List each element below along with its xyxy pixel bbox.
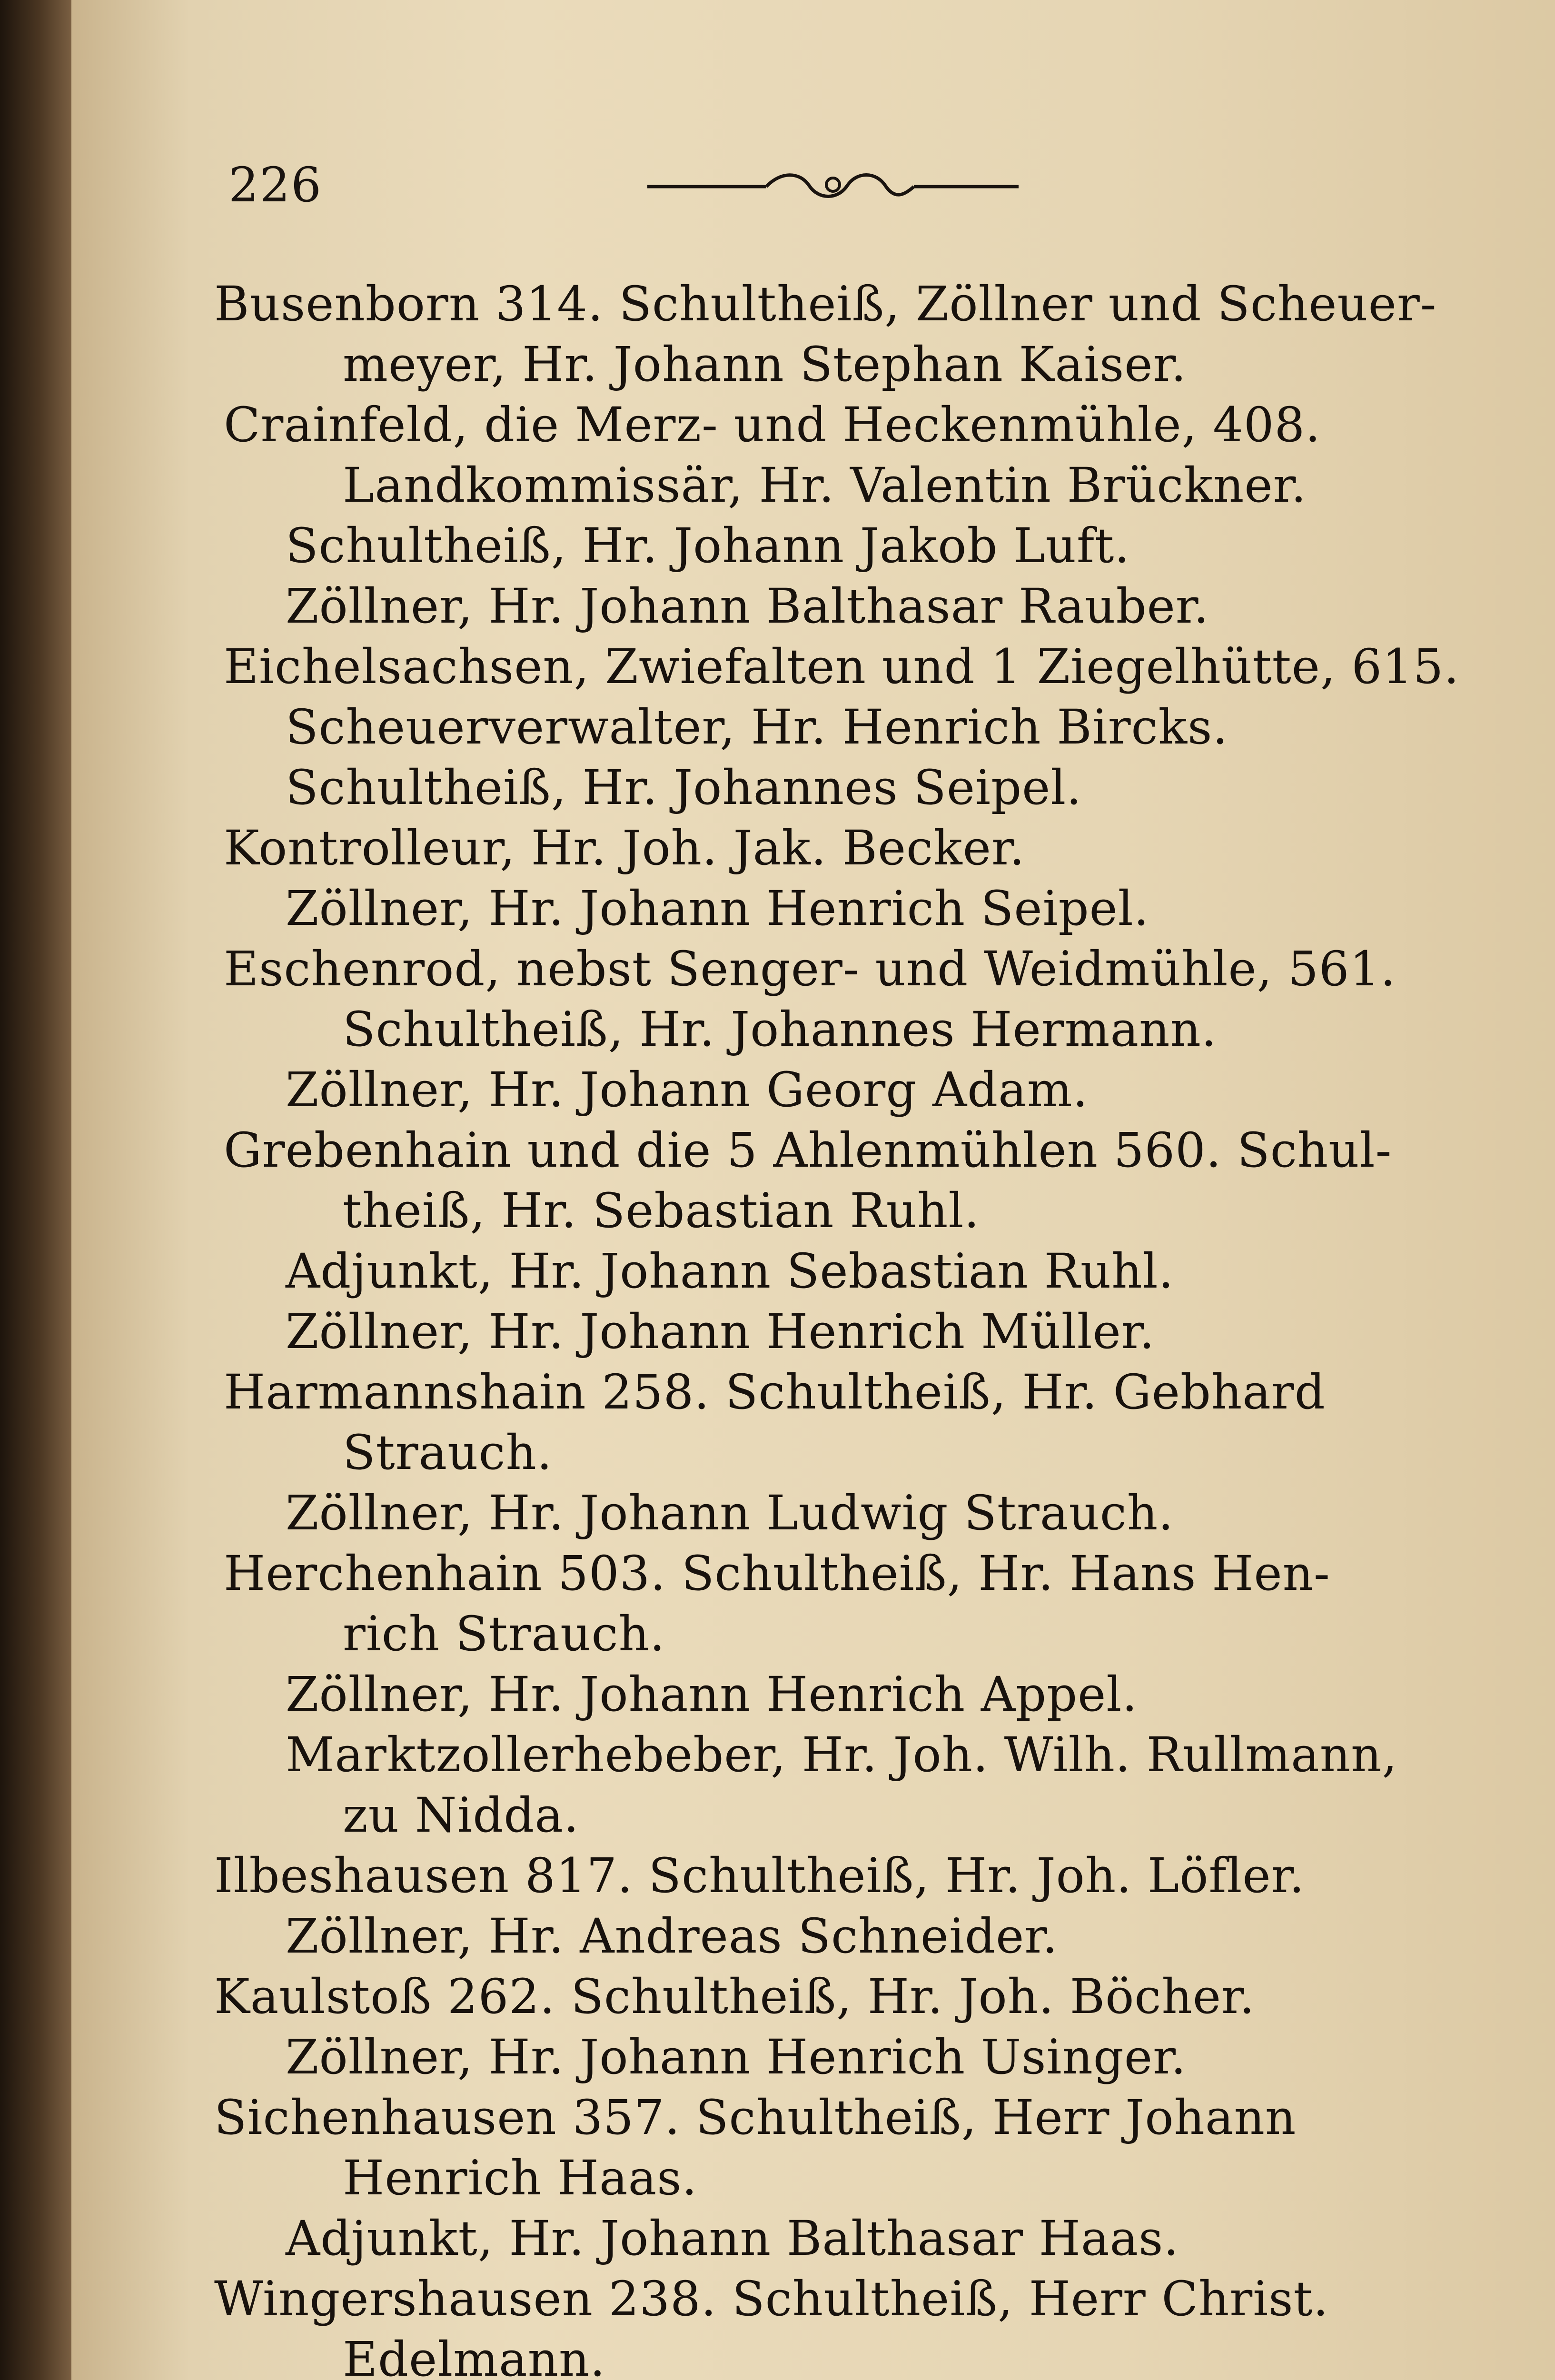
text-line: Zöllner, Hr. Johann Balthasar Rauber. bbox=[286, 578, 1209, 634]
text-line: Kontrolleur, Hr. Joh. Jak. Becker. bbox=[224, 820, 1025, 876]
text-line: Harmannshain 258. Schultheiß, Hr. Gebhard bbox=[224, 1364, 1326, 1420]
text-line: Zöllner, Hr. Johann Henrich Müller. bbox=[286, 1304, 1155, 1359]
text-line: Henrich Haas. bbox=[343, 2150, 698, 2206]
text-line: Eichelsachsen, Zwiefalten und 1 Ziegelhütte, 615. bbox=[224, 639, 1460, 694]
text-line: Zöllner, Hr. Johann Georg Adam. bbox=[286, 1062, 1089, 1118]
text-line: Zöllner, Hr. Johann Henrich Appel. bbox=[286, 1666, 1138, 1722]
text-line: Wingershausen 238. Schultheiß, Herr Christ. bbox=[214, 2271, 1329, 2327]
text-line: Eschenrod, nebst Senger- und Weidmühle, 561. bbox=[224, 941, 1396, 997]
text-line: Zöllner, Hr. Johann Ludwig Strauch. bbox=[286, 1485, 1174, 1541]
text-line: Schultheiß, Hr. Johannes Hermann. bbox=[343, 1002, 1217, 1057]
text-line: Zöllner, Hr. Andreas Schneider. bbox=[286, 1908, 1058, 1964]
text-line: Schultheiß, Hr. Johannes Seipel. bbox=[286, 760, 1082, 815]
text-line: meyer, Hr. Johann Stephan Kaiser. bbox=[343, 337, 1187, 392]
text-line: Ilbeshausen 817. Schultheiß, Hr. Joh. Löfler. bbox=[214, 1848, 1305, 1904]
text-line: Schultheiß, Hr. Johann Jakob Luft. bbox=[286, 518, 1130, 574]
text-line: Grebenhain und die 5 Ahlenmühlen 560. Schul- bbox=[224, 1122, 1392, 1178]
entry-list bbox=[71, 0, 1555, 2380]
text-line: Adjunkt, Hr. Johann Sebastian Ruhl. bbox=[286, 1243, 1174, 1299]
text-line: Landkommissär, Hr. Valentin Brückner. bbox=[343, 457, 1307, 513]
text-line: Kaulstoß 262. Schultheiß, Hr. Joh. Böcher. bbox=[214, 1969, 1255, 2024]
text-line: Edelmann. bbox=[343, 2331, 606, 2380]
page-number: 226 bbox=[228, 157, 322, 213]
text-line: Crainfeld, die Merz- und Heckenmühle, 408. bbox=[224, 397, 1321, 453]
text-line: Marktzollerhebeber, Hr. Joh. Wilh. Rullmann, bbox=[286, 1727, 1398, 1783]
text-line: Scheuerverwalter, Hr. Henrich Bircks. bbox=[286, 699, 1228, 755]
text-line: Zöllner, Hr. Johann Henrich Seipel. bbox=[286, 881, 1149, 936]
book-spine-shadow bbox=[0, 0, 71, 2380]
text-line: Busenborn 314. Schultheiß, Zöllner und Scheuer- bbox=[214, 276, 1437, 332]
text-line: Adjunkt, Hr. Johann Balthasar Haas. bbox=[286, 2211, 1179, 2266]
text-line: zu Nidda. bbox=[343, 1787, 579, 1843]
book-page bbox=[71, 0, 1555, 2380]
text-line: Zöllner, Hr. Johann Henrich Usinger. bbox=[286, 2029, 1187, 2085]
text-line: Strauch. bbox=[343, 1425, 553, 1480]
text-line: rich Strauch. bbox=[343, 1606, 665, 1662]
text-line: Sichenhausen 357. Schultheiß, Herr Johann bbox=[214, 2090, 1297, 2145]
text-line: theiß, Hr. Sebastian Ruhl. bbox=[343, 1183, 980, 1239]
text-line: Herchenhain 503. Schultheiß, Hr. Hans Hen- bbox=[224, 1546, 1330, 1601]
